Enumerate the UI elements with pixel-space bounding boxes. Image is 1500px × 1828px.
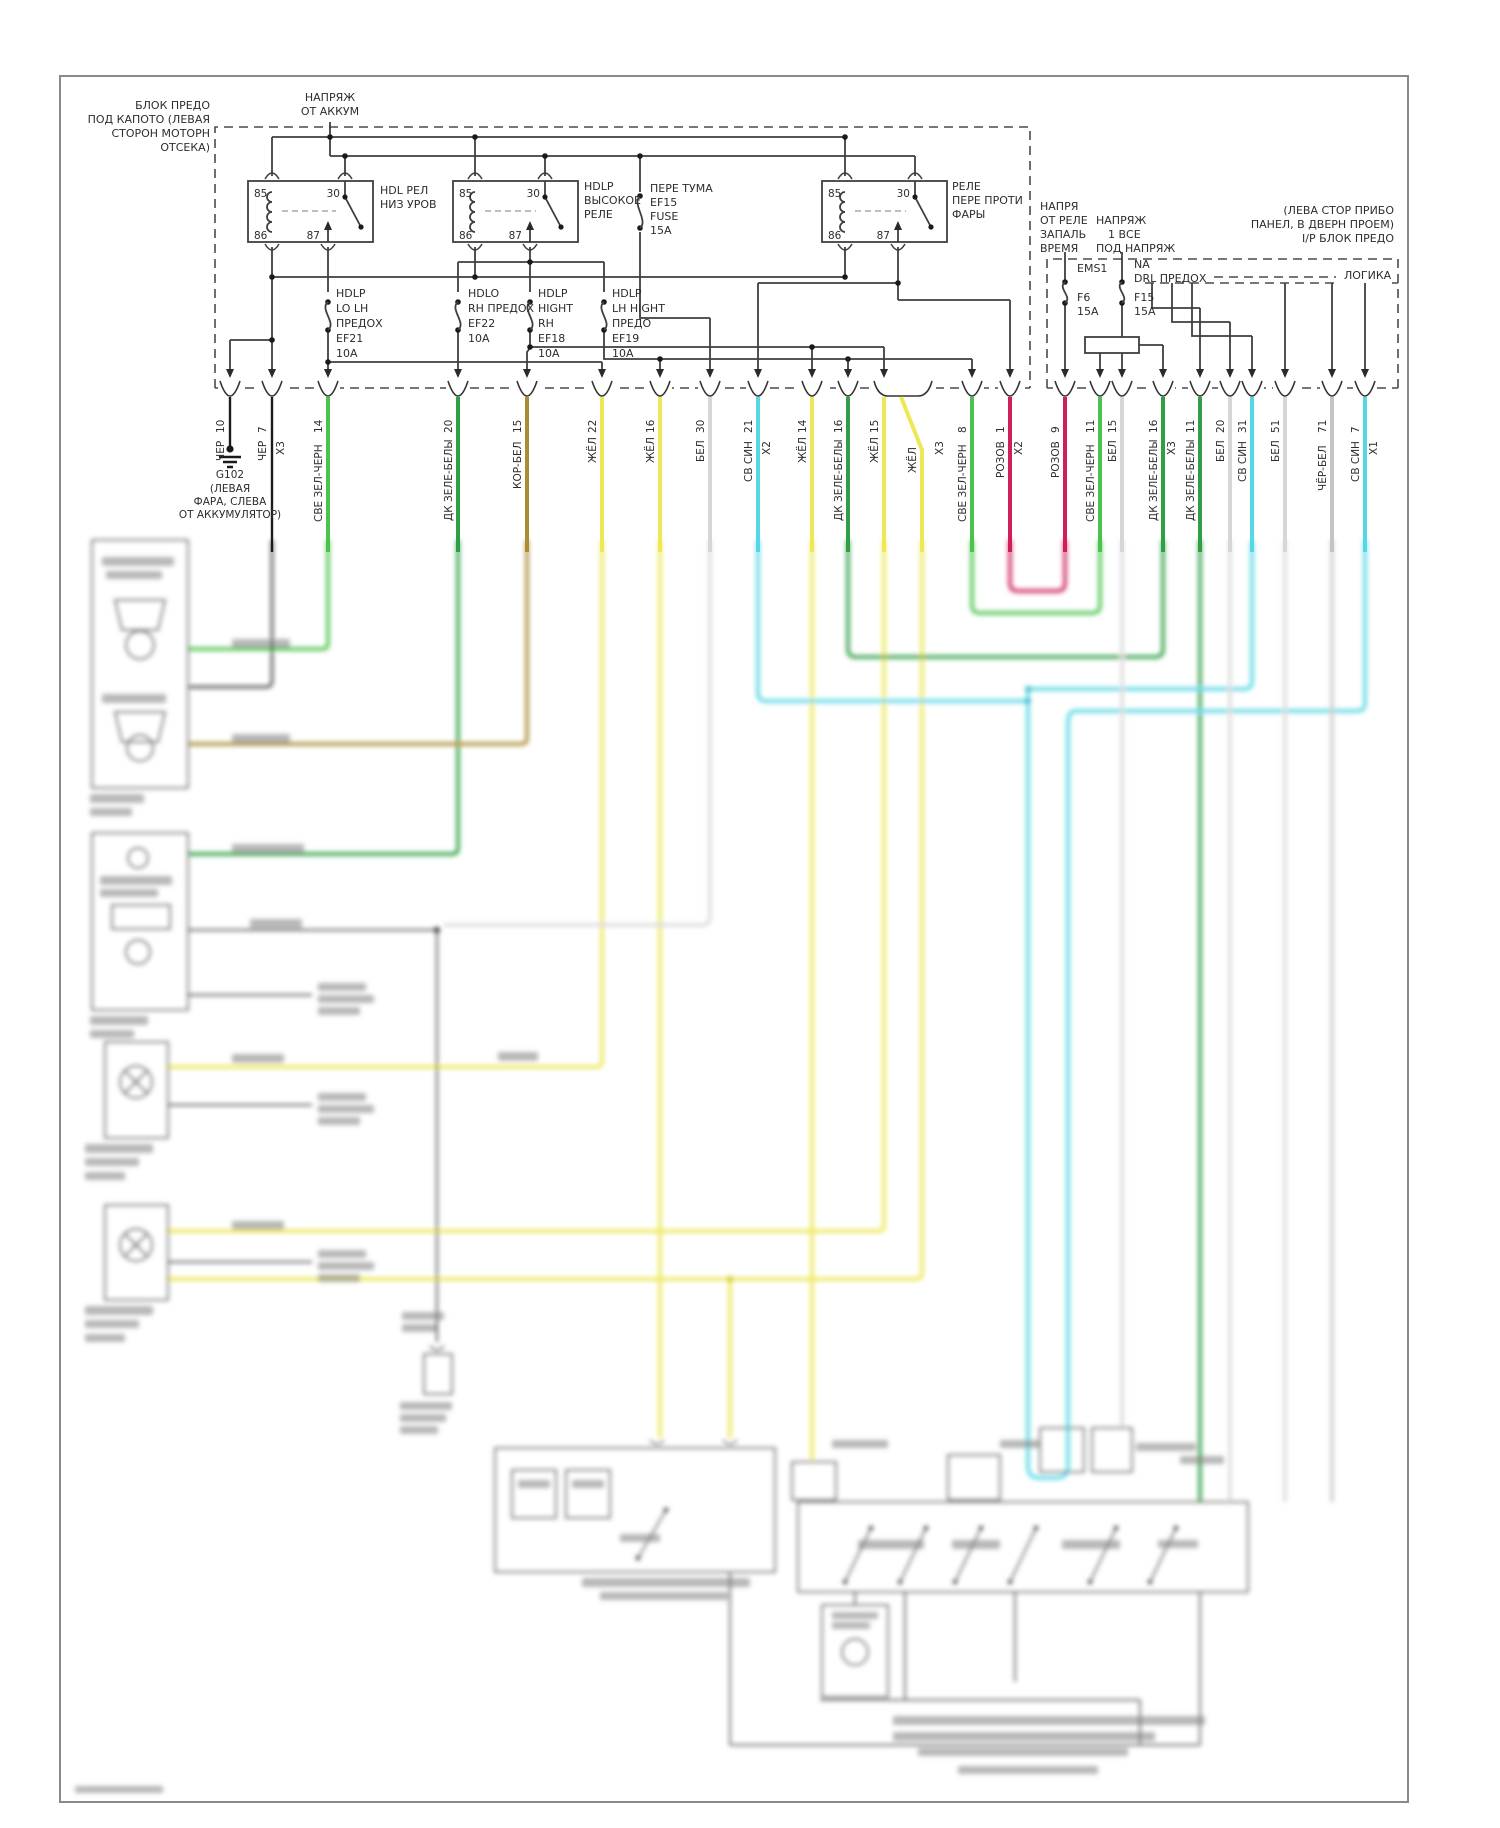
wire-black-blur [189, 540, 272, 687]
relay-high-l1: HDLP [584, 180, 614, 193]
ef18-l1: HDLP [538, 287, 568, 300]
underhood-l4: ОТСЕКА) [160, 141, 210, 154]
pin-wire-color: ДК ЗЕЛЕ-БЕЛЫ [1148, 439, 1160, 521]
pin-wire-color: БЕЛ [1107, 440, 1119, 462]
pin-number: 1 [995, 426, 1007, 433]
pin-number: 11 [1085, 419, 1097, 433]
relay-low-l2: НИЗ УРОВ [380, 198, 437, 211]
wire-cyan-blur [758, 540, 1365, 1478]
pin-number: 7 [257, 426, 269, 433]
ground-l3: ОТ АККУМУЛЯТОР) [178, 509, 282, 521]
pin-wire-color: ЧЕР [215, 440, 227, 461]
ef22-l5: 10A [468, 332, 490, 345]
ef18-l3: RH [538, 317, 554, 330]
ip-block-l3: I/P БЛОК ПРЕДО [1302, 232, 1394, 245]
svg-text:30: 30 [526, 188, 540, 200]
fuse-f15-amp: 15A [1134, 305, 1156, 318]
svg-text:86: 86 [459, 230, 473, 242]
svg-text:30: 30 [326, 188, 340, 200]
pin-wire-color: ЖЁЛ [907, 447, 919, 473]
ef22-l1: HDLO [468, 287, 500, 300]
underhood-block-label [58, 99, 210, 155]
pin-number: 15 [1107, 419, 1119, 433]
pin-number: 20 [443, 419, 455, 433]
drl-module-box [1085, 337, 1139, 353]
wire-white-blur [444, 540, 1285, 1502]
wire-dark-green-blur [189, 540, 1200, 1502]
pin-wire-color: БЕЛ [695, 440, 707, 462]
lower-dark-wires [168, 930, 444, 1350]
svg-text:87: 87 [876, 230, 890, 242]
right-module [730, 1428, 1248, 1745]
fuse-ef22-label [468, 286, 534, 346]
ef21-l1: HDLP [336, 287, 366, 300]
fuse-f6-id: F6 [1077, 291, 1091, 304]
ip-feed-ignition-label [1040, 200, 1088, 256]
ef21-l2: LO LH [336, 302, 369, 315]
pin-number: 8 [957, 426, 969, 433]
feed-ign-l1: НАПРЯ [1040, 200, 1079, 213]
svg-text:85: 85 [254, 188, 268, 200]
connector-id-label: X3 [275, 441, 287, 455]
connector-id-label: X2 [1013, 441, 1025, 455]
pin-number: 31 [1237, 419, 1249, 433]
fuse-f6-name: EMS1 [1077, 262, 1108, 275]
ef18-l2: HIGHT [538, 302, 574, 315]
pin-number: 11 [1185, 419, 1197, 433]
ef19-l2: LH HIGHT [612, 302, 665, 315]
ef18-l5: 10A [538, 347, 560, 360]
fuse-ef18-label [538, 286, 573, 361]
battery-feed-line2: ОТ АККУМ [300, 105, 360, 118]
ip-block-l2: ПАНЕЛ, В ДВЕРН ПРОЕМ) [1250, 218, 1394, 231]
pin-number: 16 [1148, 419, 1160, 433]
pin-wire-color: СВЕ ЗЕЛ-ЧЕРН [957, 444, 969, 522]
ef15-l1: ПЕРЕ ТУМА [650, 182, 713, 195]
svg-text:85: 85 [828, 188, 842, 200]
ip-feed-battery-label [1096, 214, 1175, 256]
pin-wire-color: СВ СИН [1237, 441, 1249, 482]
ground-l2: ФАРА, СЛЕВА [193, 496, 267, 508]
pin-number: 15 [869, 419, 881, 433]
pin-wire-color: РОЗОВ [995, 441, 1007, 478]
page-border [60, 76, 1408, 1802]
ip-block-label [1180, 204, 1394, 246]
relay-low-label [380, 184, 437, 212]
left-components [92, 540, 188, 1300]
pin-number: 16 [833, 419, 845, 433]
pin-number: 51 [1270, 419, 1282, 433]
ef15-l3: FUSE [650, 210, 679, 223]
relay-fog-label [952, 180, 1023, 222]
ef15-l2: EF15 [650, 196, 678, 209]
ef19-l3: ПРЕДО [612, 317, 652, 330]
pin-wire-color: ЖЁЛ [645, 437, 657, 463]
pin-wire-color: ЖЁЛ [797, 437, 809, 463]
connector-id-label: X3 [934, 441, 946, 455]
ef18-l4: EF18 [538, 332, 566, 345]
blurred-lower-section [75, 540, 1365, 1793]
center-module [424, 1354, 775, 1572]
ef19-l5: 10A [612, 347, 634, 360]
underhood-l2: ПОД КАПОТО (ЛЕВАЯ [87, 113, 210, 126]
fuse-ef19-label [612, 286, 665, 361]
pin-number: 7 [1350, 426, 1362, 433]
pin-number: 15 [512, 419, 524, 433]
ef21-l3: ПРЕДОХ [336, 317, 383, 330]
pin-wire-color: ДК ЗЕЛЕ-БЕЛЫ [443, 439, 455, 521]
svg-text:30: 30 [896, 188, 910, 200]
pin-wire-color: БЕЛ [1270, 440, 1282, 462]
fuse-f6-amp: 15A [1077, 305, 1099, 318]
pin-wire-color: ДК ЗЕЛЕ-БЕЛЫ [1185, 439, 1197, 521]
pin-number: 71 [1317, 419, 1329, 433]
pin-wire-color: ЖЁЛ [869, 437, 881, 463]
pin-wire-color: ЧЁР-БЕЛ [1317, 445, 1329, 491]
blurred-text-smudges [75, 557, 1224, 1793]
underhood-l3: СТОРОН МОТОРН [111, 127, 210, 140]
pin-number: 14 [313, 419, 325, 433]
pin-wire-color: СВ СИН [1350, 441, 1362, 482]
wire-light-green-blur [189, 540, 1100, 649]
pin-number: 14 [797, 419, 809, 433]
battery-feed-line1: НАПРЯЖ [304, 91, 356, 104]
ef19-l1: HDLP [612, 287, 642, 300]
relay-high-label [584, 180, 641, 222]
relay-fog-l3: ФАРЫ [952, 208, 986, 221]
battery-feed-label [283, 91, 377, 119]
ip-block-l1: (ЛЕВА СТОР ПРИБО [1283, 204, 1394, 217]
ground-l1: (ЛЕВАЯ [209, 483, 251, 495]
ef21-l5: 10A [336, 347, 358, 360]
relay-fog-l1: РЕЛЕ [952, 180, 981, 193]
wire-yellow-blur [166, 540, 922, 1460]
relay-pin-numbers [254, 188, 910, 242]
pin-number: 10 [215, 419, 227, 433]
pin-wire-color: КОР-БЕЛ [512, 441, 524, 489]
relay-low-l1: HDL РЕЛ [380, 184, 429, 197]
connector-id-label: X3 [1166, 441, 1178, 455]
ef22-l4: EF22 [468, 317, 496, 330]
pin-number: 20 [1215, 419, 1227, 433]
fuse-f15-id: F15 [1134, 291, 1155, 304]
feed-batt-l1: НАПРЯЖ [1096, 214, 1147, 227]
connector-arrowheads [226, 369, 1369, 378]
svg-text:86: 86 [828, 230, 842, 242]
logic-label: ЛОГИКА [1344, 269, 1392, 282]
ef21-l4: EF21 [336, 332, 364, 345]
svg-text:87: 87 [508, 230, 522, 242]
ground-id: G102 [215, 469, 245, 481]
pin-wire-color: СВЕ ЗЕЛ-ЧЕРН [1085, 444, 1097, 522]
feed-ign-l3: ЗАПАЛЬ [1040, 228, 1087, 241]
feed-ign-l2: ОТ РЕЛЕ [1040, 214, 1088, 227]
connector-id-label: X2 [761, 441, 773, 455]
pin-number: 22 [587, 419, 599, 433]
fuse-f15-name2: DRL ПРЕДОХ [1134, 272, 1207, 285]
wire-pink-blur [1010, 540, 1065, 591]
pin-number: 30 [695, 419, 707, 433]
circuit-network [230, 122, 1365, 370]
feed-batt-l3: ПОД НАПРЯЖ [1096, 242, 1176, 255]
relay-87-arrowheads [324, 221, 902, 230]
connector-id-label: X1 [1368, 441, 1380, 455]
ef19-l4: EF19 [612, 332, 640, 345]
ef15-l4: 15A [650, 224, 672, 237]
pin-wire-color: РОЗОВ [1050, 441, 1062, 478]
underhood-l1: БЛОК ПРЕДО [135, 99, 210, 112]
pin-wire-color: СВЕ ЗЕЛ-ЧЕРН [313, 444, 325, 522]
pin-wire-color: ЖЁЛ [587, 437, 599, 463]
pin-wire-color: СВ СИН [743, 441, 755, 482]
feed-ign-l4: ВРЕМЯ [1040, 242, 1079, 255]
fuse-ef21-label [336, 286, 383, 361]
connector-cups [218, 378, 1377, 398]
pin-wire-color: ЧЕР [257, 440, 269, 461]
fuse-ef15-label [650, 182, 713, 238]
pin-number: 21 [743, 419, 755, 433]
relay-high-l3: РЕЛЕ [584, 208, 613, 221]
svg-text:86: 86 [254, 230, 268, 242]
relay-fog-l2: ПЕРЕ ПРОТИ [952, 194, 1023, 207]
pin-number: 16 [645, 419, 657, 433]
svg-text:85: 85 [459, 188, 473, 200]
pin-wire-color: БЕЛ [1215, 440, 1227, 462]
relay-high-l2: ВЫСОКОЕ [584, 194, 642, 207]
feed-batt-l2: 1 ВСЕ [1108, 228, 1141, 241]
pin-wire-color: ДК ЗЕЛЕ-БЕЛЫ [833, 439, 845, 521]
ef22-l2: RH ПРЕДОХ [468, 302, 535, 315]
pin-number: 9 [1050, 426, 1062, 433]
fuse-f15-name: NA [1134, 258, 1150, 271]
svg-text:87: 87 [306, 230, 320, 242]
